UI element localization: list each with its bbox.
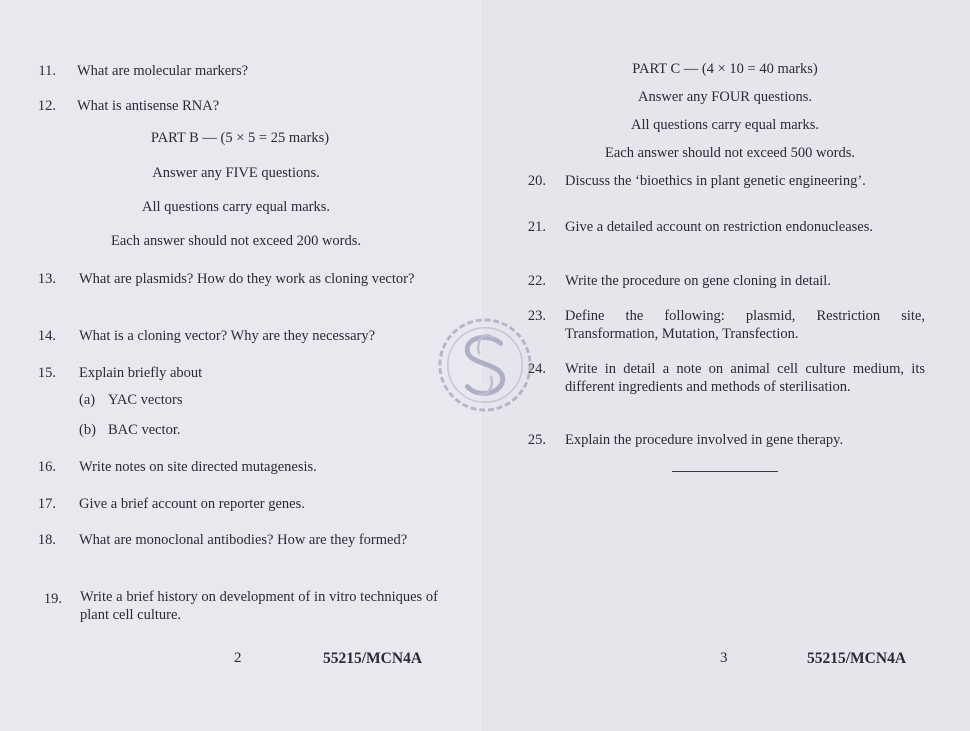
question-number: 23. [527, 308, 546, 324]
right-page [485, 0, 970, 731]
sub-item-label: (a) [79, 392, 96, 408]
sub-item-text: YAC vectors [108, 392, 183, 408]
part-c-instruction: All questions carry equal marks. [630, 117, 820, 133]
sub-item-label: (b) [79, 422, 96, 438]
part-b-heading: PART B — (5 × 5 = 25 marks) [150, 130, 330, 146]
question-text: Write the procedure on gene cloning in detail. [565, 273, 831, 289]
question-number: 18. [37, 532, 56, 548]
question-text: What are monoclonal antibodies? How are they formed? [79, 532, 408, 548]
question-number: 19. [43, 591, 62, 607]
part-c-instruction: Answer any FOUR questions. [638, 89, 812, 105]
question-number: 17. [37, 496, 56, 512]
question-text: Write in detail a note on animal cell culture medium, its different ingredients and methods of sterilisation. [565, 361, 925, 395]
question-number: 25. [527, 432, 546, 448]
page-number: 2 [234, 650, 242, 666]
question-text: Give a brief account on reporter genes. [79, 496, 305, 512]
page-number: 3 [720, 650, 728, 666]
question-text: Give a detailed account on restriction endonucleases. [565, 219, 874, 235]
question-text: What are plasmids? How do they work as cloning vector? [79, 271, 415, 287]
question-text: What is antisense RNA? [77, 98, 220, 114]
part-b-instruction: Each answer should not exceed 200 words. [110, 233, 362, 249]
question-number: 13. [37, 271, 56, 287]
part-c-heading: PART C — (4 × 10 = 40 marks) [632, 61, 818, 77]
part-c-instruction: Each answer should not exceed 500 words. [604, 145, 856, 161]
question-text: What is a cloning vector? Why are they necessary? [79, 328, 376, 344]
end-rule [672, 471, 778, 472]
question-text: Explain the procedure involved in gene therapy. [565, 432, 844, 448]
question-number: 14. [37, 328, 56, 344]
question-text: Define the following: plasmid, Restriction site, Transformation, Mutation, Transfection. [565, 308, 925, 342]
question-number: 21. [527, 219, 546, 235]
sub-item-text: BAC vector. [108, 422, 181, 438]
question-number: 22. [527, 273, 546, 289]
question-text: Discuss the ‘bioethics in plant genetic engineering’. [565, 173, 866, 189]
question-number: 12. [37, 98, 56, 114]
question-text: Write a brief history on development of in vitro techniques of plant cell culture. [80, 589, 438, 623]
question-number: 11. [38, 63, 56, 79]
question-number: 20. [527, 173, 546, 189]
paper-code: 55215/MCN4A [807, 650, 907, 667]
question-number: 16. [37, 459, 56, 475]
question-number: 15. [37, 365, 56, 381]
paper-code: 55215/MCN4A [323, 650, 423, 667]
question-text: Explain briefly about [79, 365, 203, 381]
part-b-instruction: Answer any FIVE questions. [152, 165, 320, 181]
question-text: What are molecular markers? [77, 63, 249, 79]
question-number: 24. [527, 361, 546, 377]
part-b-instruction: All questions carry equal marks. [141, 199, 331, 215]
s-logo-watermark-icon [436, 316, 534, 414]
question-text: Write notes on site directed mutagenesis. [79, 459, 317, 475]
